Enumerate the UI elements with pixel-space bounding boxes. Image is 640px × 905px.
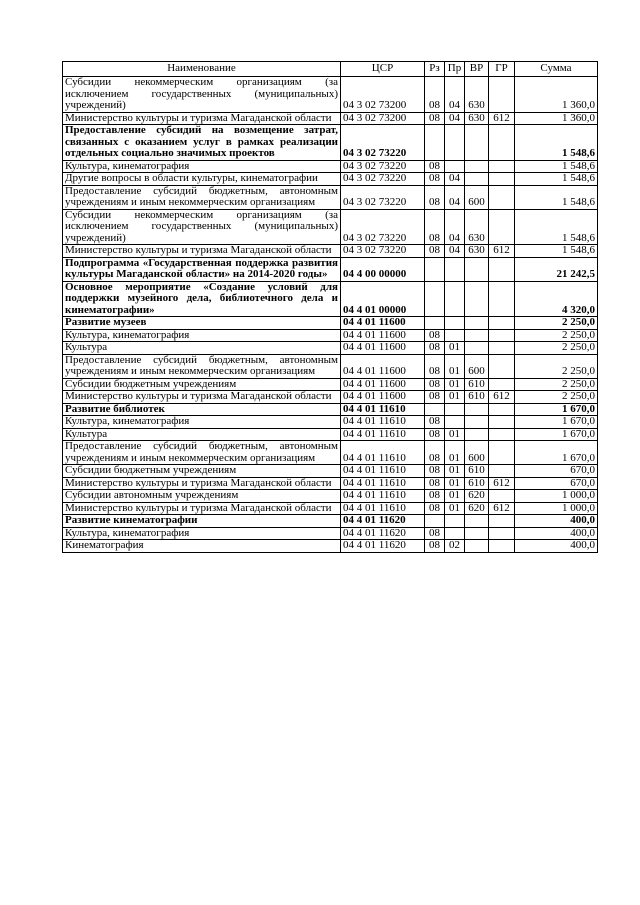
cell-vr — [465, 342, 489, 355]
cell-name: Культура, кинематография — [63, 329, 341, 342]
cell-gr — [489, 173, 515, 186]
cell-pr: 01 — [445, 465, 465, 478]
table-header-row — [63, 62, 598, 77]
table-row — [63, 185, 598, 209]
cell-vr: 610 — [465, 477, 489, 490]
cell-rz: 08 — [425, 441, 445, 465]
table-row — [63, 515, 598, 528]
table-row — [63, 441, 598, 465]
cell-sum: 2 250,0 — [515, 317, 598, 330]
cell-vr — [465, 317, 489, 330]
cell-vr: 610 — [465, 391, 489, 404]
cell-sum: 1 360,0 — [515, 77, 598, 113]
cell-pr: 04 — [445, 77, 465, 113]
cell-pr: 04 — [445, 209, 465, 245]
cell-vr: 630 — [465, 245, 489, 258]
table-row — [63, 403, 598, 416]
cell-sum: 2 250,0 — [515, 342, 598, 355]
cell-gr: 612 — [489, 112, 515, 125]
table-row — [63, 209, 598, 245]
cell-sum: 400,0 — [515, 527, 598, 540]
cell-name: Культура, кинематография — [63, 416, 341, 429]
cell-rz: 08 — [425, 465, 445, 478]
table-row — [63, 317, 598, 330]
cell-vr: 600 — [465, 441, 489, 465]
cell-pr: 01 — [445, 378, 465, 391]
table-row — [63, 428, 598, 441]
cell-gr — [489, 125, 515, 161]
cell-gr — [489, 416, 515, 429]
cell-vr: 600 — [465, 185, 489, 209]
cell-sum: 1 670,0 — [515, 416, 598, 429]
table-row — [63, 125, 598, 161]
cell-vr — [465, 416, 489, 429]
cell-name: Предоставление субсидий бюджетным, автономным учреждениям и иным некоммерческим организациям — [63, 354, 341, 378]
cell-gr — [489, 441, 515, 465]
cell-pr — [445, 403, 465, 416]
cell-gr — [489, 160, 515, 173]
cell-pr: 01 — [445, 502, 465, 515]
cell-pr: 01 — [445, 354, 465, 378]
table-row — [63, 257, 598, 281]
cell-pr: 04 — [445, 112, 465, 125]
cell-gr — [489, 354, 515, 378]
cell-rz — [425, 281, 445, 317]
cell-vr: 600 — [465, 354, 489, 378]
cell-sum: 1 548,6 — [515, 173, 598, 186]
cell-vr — [465, 527, 489, 540]
cell-rz: 08 — [425, 378, 445, 391]
cell-csr: 04 4 01 11610 — [341, 428, 425, 441]
cell-name: Субсидии некоммерческим организациям (за исключением государственных (муниципальных) учреждений) — [63, 77, 341, 113]
table-row — [63, 465, 598, 478]
cell-vr: 630 — [465, 209, 489, 245]
cell-vr — [465, 428, 489, 441]
table-row — [63, 416, 598, 429]
cell-rz: 08 — [425, 209, 445, 245]
cell-name: Предоставление субсидий на возмещение затрат, связанных с оказанием услуг в рамках реализации отдельных социально значимых проектов — [63, 125, 341, 161]
cell-sum: 4 320,0 — [515, 281, 598, 317]
cell-pr: 04 — [445, 185, 465, 209]
budget-table — [62, 61, 598, 553]
cell-vr — [465, 540, 489, 553]
cell-pr — [445, 160, 465, 173]
cell-name: Развитие кинематографии — [63, 515, 341, 528]
table-row — [63, 540, 598, 553]
cell-pr: 01 — [445, 441, 465, 465]
cell-vr — [465, 173, 489, 186]
cell-gr — [489, 185, 515, 209]
cell-csr: 04 4 01 11610 — [341, 502, 425, 515]
cell-vr: 620 — [465, 490, 489, 503]
cell-sum: 1 000,0 — [515, 490, 598, 503]
cell-csr: 04 3 02 73220 — [341, 245, 425, 258]
cell-sum: 2 250,0 — [515, 329, 598, 342]
cell-gr — [489, 342, 515, 355]
cell-rz: 08 — [425, 502, 445, 515]
cell-sum: 400,0 — [515, 540, 598, 553]
cell-gr — [489, 490, 515, 503]
cell-name: Культура — [63, 342, 341, 355]
cell-rz: 08 — [425, 245, 445, 258]
cell-name: Предоставление субсидий бюджетным, автономным учреждениям и иным некоммерческим организациям — [63, 441, 341, 465]
cell-pr: 04 — [445, 245, 465, 258]
cell-name: Министерство культуры и туризма Магаданской области — [63, 502, 341, 515]
cell-csr: 04 4 01 11610 — [341, 416, 425, 429]
cell-pr — [445, 527, 465, 540]
cell-gr — [489, 257, 515, 281]
cell-rz — [425, 125, 445, 161]
cell-gr — [489, 527, 515, 540]
cell-sum: 2 250,0 — [515, 391, 598, 404]
cell-csr: 04 4 01 11600 — [341, 317, 425, 330]
table-row — [63, 160, 598, 173]
cell-sum: 21 242,5 — [515, 257, 598, 281]
cell-name: Министерство культуры и туризма Магаданской области — [63, 112, 341, 125]
cell-sum: 1 548,6 — [515, 185, 598, 209]
cell-name: Подпрограмма «Государственная поддержка развития культуры Магаданской области» на 2014-2020 годы» — [63, 257, 341, 281]
header-vr: ВР — [465, 62, 489, 77]
cell-name: Субсидии некоммерческим организациям (за исключением государственных (муниципальных) учреждений) — [63, 209, 341, 245]
table-row — [63, 173, 598, 186]
header-rz: Рз — [425, 62, 445, 77]
cell-rz — [425, 515, 445, 528]
cell-rz: 08 — [425, 428, 445, 441]
cell-csr: 04 3 02 73220 — [341, 185, 425, 209]
cell-csr: 04 4 00 00000 — [341, 257, 425, 281]
cell-sum: 670,0 — [515, 477, 598, 490]
cell-gr — [489, 329, 515, 342]
cell-rz: 08 — [425, 77, 445, 113]
cell-name: Развитие музеев — [63, 317, 341, 330]
cell-sum: 670,0 — [515, 465, 598, 478]
cell-rz: 08 — [425, 112, 445, 125]
cell-rz: 08 — [425, 354, 445, 378]
cell-name: Культура, кинематография — [63, 160, 341, 173]
cell-rz — [425, 317, 445, 330]
cell-csr: 04 4 01 11610 — [341, 403, 425, 416]
table-row — [63, 490, 598, 503]
cell-name: Министерство культуры и туризма Магаданской области — [63, 477, 341, 490]
cell-rz: 08 — [425, 416, 445, 429]
cell-rz: 08 — [425, 391, 445, 404]
cell-rz: 08 — [425, 342, 445, 355]
cell-pr: 04 — [445, 173, 465, 186]
cell-sum: 1 670,0 — [515, 403, 598, 416]
cell-pr: 01 — [445, 342, 465, 355]
cell-name: Культура, кинематография — [63, 527, 341, 540]
cell-csr: 04 4 01 11620 — [341, 527, 425, 540]
cell-rz: 08 — [425, 477, 445, 490]
table-row — [63, 281, 598, 317]
cell-gr: 612 — [489, 245, 515, 258]
cell-vr — [465, 160, 489, 173]
cell-gr — [489, 515, 515, 528]
cell-rz — [425, 257, 445, 281]
cell-csr: 04 4 01 00000 — [341, 281, 425, 317]
table-row — [63, 329, 598, 342]
cell-rz — [425, 403, 445, 416]
table-row — [63, 477, 598, 490]
table-row — [63, 245, 598, 258]
cell-rz: 08 — [425, 185, 445, 209]
cell-gr: 612 — [489, 502, 515, 515]
cell-pr — [445, 317, 465, 330]
cell-name: Субсидии бюджетным учреждениям — [63, 378, 341, 391]
cell-sum: 1 360,0 — [515, 112, 598, 125]
cell-sum: 400,0 — [515, 515, 598, 528]
cell-gr — [489, 465, 515, 478]
cell-vr — [465, 281, 489, 317]
cell-gr — [489, 77, 515, 113]
cell-pr — [445, 125, 465, 161]
cell-sum: 1 548,6 — [515, 209, 598, 245]
cell-vr — [465, 515, 489, 528]
table-body — [63, 77, 598, 553]
cell-csr: 04 4 01 11610 — [341, 441, 425, 465]
cell-name: Развитие библиотек — [63, 403, 341, 416]
cell-pr: 01 — [445, 391, 465, 404]
cell-csr: 04 4 01 11600 — [341, 329, 425, 342]
cell-vr — [465, 403, 489, 416]
cell-vr — [465, 257, 489, 281]
cell-vr: 610 — [465, 465, 489, 478]
cell-csr: 04 4 01 11600 — [341, 342, 425, 355]
cell-pr: 01 — [445, 428, 465, 441]
table-row — [63, 502, 598, 515]
cell-pr: 02 — [445, 540, 465, 553]
cell-sum: 1 000,0 — [515, 502, 598, 515]
cell-gr — [489, 428, 515, 441]
cell-csr: 04 3 02 73220 — [341, 173, 425, 186]
cell-csr: 04 3 02 73200 — [341, 112, 425, 125]
cell-name: Культура — [63, 428, 341, 441]
cell-rz: 08 — [425, 490, 445, 503]
cell-gr: 612 — [489, 391, 515, 404]
cell-name: Основное мероприятие «Создание условий для поддержки музейного дела, библиотечного дела и кинематографии» — [63, 281, 341, 317]
cell-csr: 04 3 02 73220 — [341, 160, 425, 173]
cell-name: Министерство культуры и туризма Магаданской области — [63, 391, 341, 404]
cell-rz: 08 — [425, 540, 445, 553]
cell-pr — [445, 281, 465, 317]
cell-name: Другие вопросы в области культуры, кинематографии — [63, 173, 341, 186]
cell-sum: 1 548,6 — [515, 125, 598, 161]
cell-gr — [489, 540, 515, 553]
cell-sum: 2 250,0 — [515, 354, 598, 378]
budget-table-page — [62, 61, 597, 553]
table-row — [63, 378, 598, 391]
cell-csr: 04 4 01 11600 — [341, 354, 425, 378]
cell-name: Кинематография — [63, 540, 341, 553]
table-row — [63, 112, 598, 125]
cell-rz: 08 — [425, 329, 445, 342]
cell-vr — [465, 329, 489, 342]
cell-pr: 01 — [445, 477, 465, 490]
cell-vr: 610 — [465, 378, 489, 391]
table-row — [63, 77, 598, 113]
cell-pr — [445, 416, 465, 429]
cell-name: Министерство культуры и туризма Магаданской области — [63, 245, 341, 258]
header-name: Наименование — [63, 62, 341, 77]
cell-gr: 612 — [489, 477, 515, 490]
cell-csr: 04 4 01 11600 — [341, 391, 425, 404]
cell-gr — [489, 209, 515, 245]
cell-name: Субсидии бюджетным учреждениям — [63, 465, 341, 478]
table-row — [63, 391, 598, 404]
header-pr: Пр — [445, 62, 465, 77]
cell-gr — [489, 317, 515, 330]
cell-pr: 01 — [445, 490, 465, 503]
cell-gr — [489, 378, 515, 391]
cell-rz: 08 — [425, 173, 445, 186]
table-row — [63, 342, 598, 355]
header-gr: ГР — [489, 62, 515, 77]
cell-rz: 08 — [425, 160, 445, 173]
cell-vr: 630 — [465, 112, 489, 125]
cell-pr — [445, 515, 465, 528]
header-sum: Сумма — [515, 62, 598, 77]
table-row — [63, 527, 598, 540]
cell-sum: 1 670,0 — [515, 428, 598, 441]
cell-gr — [489, 281, 515, 317]
cell-csr: 04 4 01 11600 — [341, 378, 425, 391]
cell-sum: 1 670,0 — [515, 441, 598, 465]
cell-gr — [489, 403, 515, 416]
cell-csr: 04 3 02 73220 — [341, 125, 425, 161]
cell-pr — [445, 329, 465, 342]
cell-csr: 04 4 01 11610 — [341, 490, 425, 503]
cell-sum: 1 548,6 — [515, 160, 598, 173]
cell-csr: 04 3 02 73200 — [341, 77, 425, 113]
table-row — [63, 354, 598, 378]
cell-csr: 04 3 02 73220 — [341, 209, 425, 245]
cell-name: Предоставление субсидий бюджетным, автономным учреждениям и иным некоммерческим организациям — [63, 185, 341, 209]
cell-vr — [465, 125, 489, 161]
cell-csr: 04 4 01 11620 — [341, 515, 425, 528]
cell-csr: 04 4 01 11610 — [341, 477, 425, 490]
cell-rz: 08 — [425, 527, 445, 540]
cell-csr: 04 4 01 11610 — [341, 465, 425, 478]
cell-vr: 630 — [465, 77, 489, 113]
cell-sum: 2 250,0 — [515, 378, 598, 391]
cell-pr — [445, 257, 465, 281]
cell-csr: 04 4 01 11620 — [341, 540, 425, 553]
header-csr: ЦСР — [341, 62, 425, 77]
cell-vr: 620 — [465, 502, 489, 515]
cell-sum: 1 548,6 — [515, 245, 598, 258]
cell-name: Субсидии автономным учреждениям — [63, 490, 341, 503]
